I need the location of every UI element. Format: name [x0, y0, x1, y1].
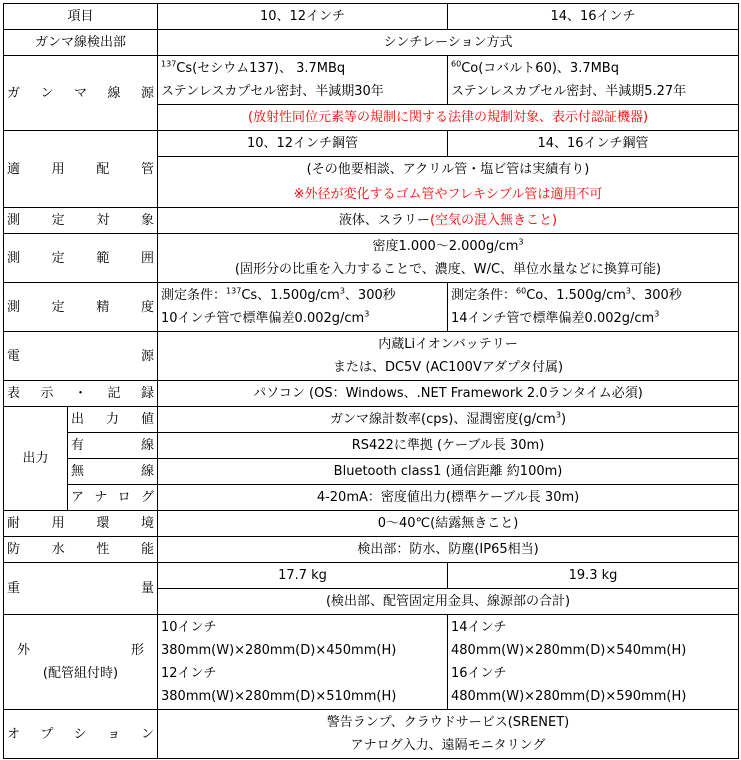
accuracy-a-sup: 3: [339, 286, 345, 296]
options-label: オプション: [4, 710, 158, 759]
range-value-sup: 3: [518, 237, 524, 247]
accuracy-a-post: 、300秒: [344, 288, 396, 303]
accuracy-a: [158, 283, 448, 332]
header-item: 項目: [4, 4, 158, 30]
source-a-line2: ステンレスカプセル密封、半減期30年: [161, 84, 384, 99]
dimensions-b: [448, 615, 739, 710]
output-sub-label: 有線: [68, 433, 158, 459]
dimensions-row: [4, 615, 739, 710]
output-sub-label: 無線: [68, 459, 158, 485]
dimensions-sublabel: (配管組付時): [42, 666, 119, 681]
accuracy-b-isotope: 60: [516, 286, 527, 296]
dimensions-a2-title: 12インチ: [161, 666, 217, 681]
output-value: [158, 407, 739, 433]
target-note: (空気の混入無きこと): [429, 213, 558, 228]
environment-row: [4, 511, 739, 537]
weight-a: 17.7 kg: [158, 563, 448, 589]
accuracy-b-line2: 14インチ管で標準偏差0.002g/cm: [451, 311, 655, 326]
source-b-isotope: 60: [451, 59, 462, 69]
weight-note: (検出部、配管固定用金具、線源部の合計): [158, 589, 739, 615]
piping-label: 適用配管: [4, 131, 158, 208]
piping-warning: ※外径が変化するゴム管やフレキシブル管は適用不可: [158, 182, 739, 208]
target-value: 液体、スラリー: [338, 213, 430, 228]
dimensions-a2-value: 380mm(W)×280mm(D)×510mm(H): [161, 689, 397, 704]
output-row: [4, 407, 739, 433]
target-value-cell: [158, 208, 739, 234]
accuracy-a-line2: 10インチ管で標準偏差0.002g/cm: [161, 311, 365, 326]
dimensions-a1-value: 380mm(W)×280mm(D)×450mm(H): [161, 643, 397, 658]
accuracy-a-line2-sup: 3: [364, 309, 370, 319]
output-value-text: ガンマ線計数率(cps)、湿潤密度(g/cm: [330, 412, 556, 427]
display-row: [4, 381, 739, 407]
accuracy-b-pre: 測定条件：: [451, 288, 517, 303]
detector-label: ガンマ線検出部: [4, 30, 158, 56]
accuracy-row: [4, 283, 739, 332]
output-value: 4-20mA：密度値出力(標準ケーブル長 30m): [158, 485, 739, 511]
source-a-isotope: 137: [161, 59, 177, 69]
power-line2: または、DC5V (AC100Vアダプタ付属): [332, 360, 564, 375]
range-label: 測定範囲: [4, 234, 158, 283]
environment-label: 耐用環境: [4, 511, 158, 537]
spec-table: [3, 3, 739, 759]
power-label: 電源: [4, 332, 158, 381]
output-value: Bluetooth class1 (通信距離 約100m): [158, 459, 739, 485]
source-a: [158, 56, 448, 105]
output-sub-label: アナログ: [68, 485, 158, 511]
display-label: 表示・記録: [4, 381, 158, 407]
dimensions-label: 外形: [17, 643, 145, 658]
accuracy-a-mid: Cs、1.500g/cm: [241, 288, 340, 303]
waterproof-value: 検出部：防水、防塵(IP65相当): [158, 537, 739, 563]
range-row: [4, 234, 739, 283]
range-value: 密度1.000～2.000g/cm: [372, 239, 519, 254]
range-value-cell: [158, 234, 739, 283]
dimensions-label-cell: [4, 615, 158, 710]
source-b: [448, 56, 739, 105]
detector-value: シンチレーション方式: [158, 30, 739, 56]
range-note: (固形分の比重を入力することで、濃度、W/C、単位水量などに換算可能): [234, 262, 662, 277]
accuracy-a-pre: 測定条件：: [161, 288, 227, 303]
source-b-line2: ステンレスカプセル密封、半減期5.27年: [451, 84, 687, 99]
header-row: [4, 4, 739, 30]
detector-row: [4, 30, 739, 56]
accuracy-b-mid: Co、1.500g/cm: [526, 288, 626, 303]
piping-b: 14、16インチ鋼管: [448, 131, 739, 157]
power-row: [4, 332, 739, 381]
weight-b: 19.3 kg: [448, 563, 739, 589]
header-col-a: 10、12インチ: [158, 4, 448, 30]
dimensions-b1-value: 480mm(W)×280mm(D)×540mm(H): [451, 643, 687, 658]
source-row: [4, 56, 739, 105]
source-a-line1: Cs(セシウム137)、 3.7MBq: [176, 61, 346, 76]
output-row: [4, 485, 739, 511]
power-line1: 内蔵Liイオンバッテリー: [378, 337, 518, 352]
output-label: 出力: [4, 407, 68, 511]
dimensions-b2-value: 480mm(W)×280mm(D)×590mm(H): [451, 689, 687, 704]
header-col-b: 14、16インチ: [448, 4, 739, 30]
source-b-line1: Co(コバルト60)、3.7MBq: [461, 61, 619, 76]
accuracy-b: [448, 283, 739, 332]
piping-row: [4, 131, 739, 157]
target-row: [4, 208, 739, 234]
dimensions-a1-title: 10インチ: [161, 620, 217, 635]
weight-row: [4, 563, 739, 589]
output-sub-label: 出力値: [68, 407, 158, 433]
options-line2: アナログ入力、遠隔モニタリング: [350, 738, 546, 753]
display-value: パソコン (OS：Windows、.NET Framework 2.0ランタイム必須): [158, 381, 739, 407]
output-value-post: ): [560, 412, 567, 427]
output-value: RS422に準拠 (ケーブル長 30m): [158, 433, 739, 459]
weight-label: 重量: [4, 563, 158, 615]
source-label: ガンマ線源: [4, 56, 158, 131]
output-value-sup: 3: [555, 410, 561, 420]
options-line1: 警告ランプ、クラウドサービス(SRENET): [326, 715, 570, 730]
piping-a: 10、12インチ鋼管: [158, 131, 448, 157]
accuracy-b-line2-sup: 3: [654, 309, 660, 319]
accuracy-b-sup: 3: [625, 286, 632, 296]
dimensions-b2-title: 16インチ: [451, 666, 507, 681]
options-row: [4, 710, 739, 759]
output-row: [4, 433, 739, 459]
accuracy-label: 測定精度: [4, 283, 158, 332]
accuracy-b-post: 、300秒: [631, 288, 682, 303]
power-value-cell: [158, 332, 739, 381]
options-value-cell: [158, 710, 739, 759]
output-row: [4, 459, 739, 485]
waterproof-label: 防水性能: [4, 537, 158, 563]
dimensions-a: [158, 615, 448, 710]
dimensions-b1-title: 14インチ: [451, 620, 507, 635]
environment-value: 0～40℃(結露無きこと): [158, 511, 739, 537]
piping-note: (その他要相談、アクリル管・塩ビ管は実績有り): [158, 157, 739, 183]
accuracy-a-isotope: 137: [226, 286, 242, 296]
target-label: 測定対象: [4, 208, 158, 234]
source-note: (放射性同位元素等の規制に関する法律の規制対象、表示付認証機器): [158, 105, 739, 131]
waterproof-row: [4, 537, 739, 563]
